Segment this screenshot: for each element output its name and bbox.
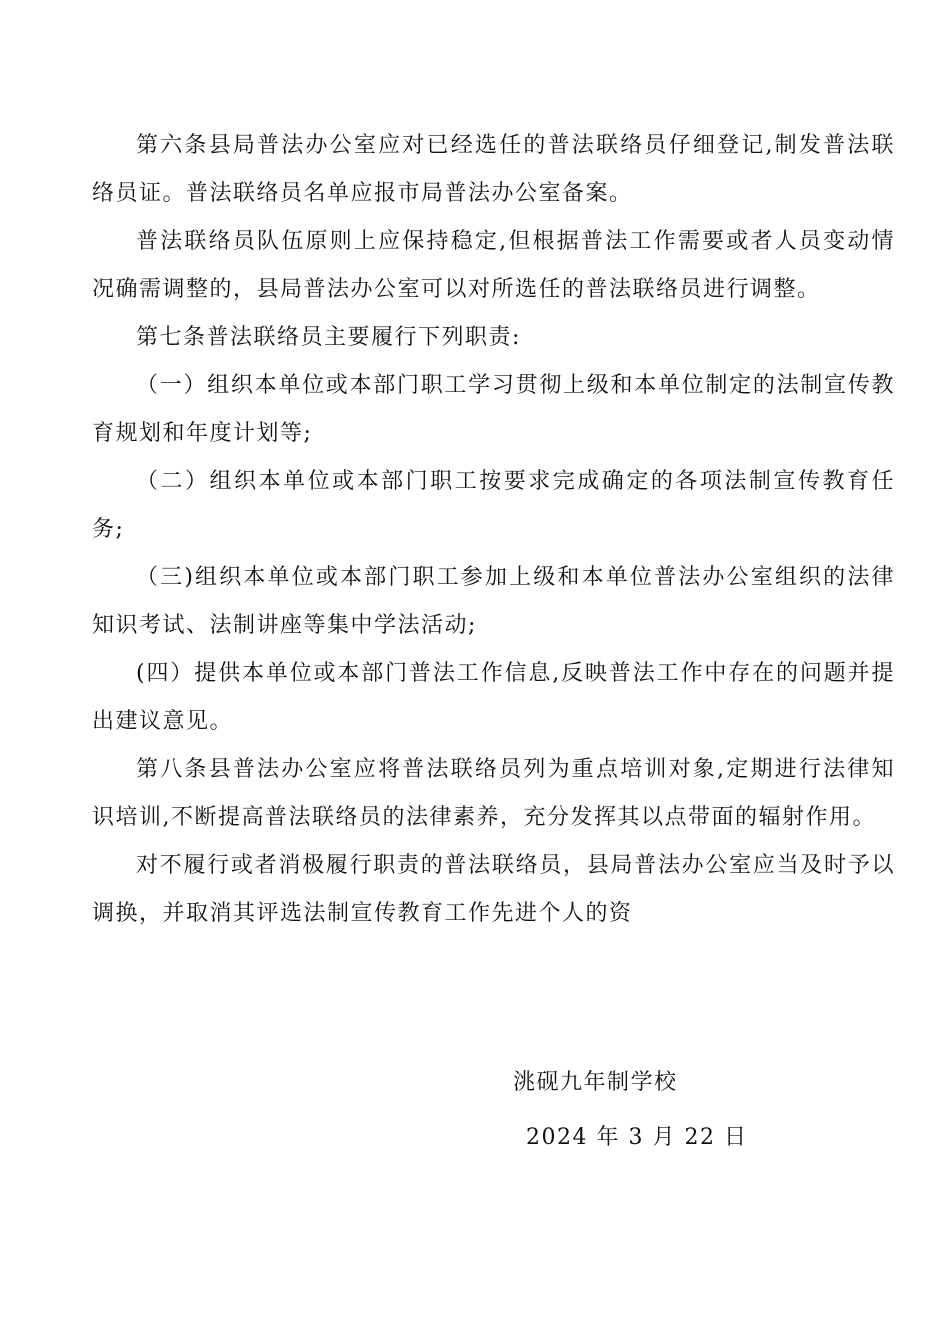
paragraph-duty-2: （二）组织本单位或本部门职工按要求完成确定的各项法制宣传教育任务; (92, 469, 895, 542)
paragraph-duty-3: （三)组织本单位或本部门职工参加上级和本单位普法办公室组织的法律知识考试、法制讲座等集中学法活动; (92, 565, 895, 638)
paragraph-replacement: 对不履行或者消极履行职责的普法联络员，县局普法办公室应当及时予以调换，并取消其评选法制宣传教育工作先进个人的资 (92, 853, 895, 926)
paragraph-team-stability: 普法联络员队伍原则上应保持稳定,但根据普法工作需要或者人员变动情况确需调整的，县局普法办公室可以对所选任的普法联络员进行调整。 (92, 229, 895, 302)
paragraph-article-6: 第六条县局普法办公室应对已经选任的普法联络员仔细登记,制发普法联络员证。普法联络员名单应报市局普法办公室备案。 (92, 133, 895, 206)
paragraph-article-8: 第八条县普法办公室应将普法联络员列为重点培训对象,定期进行法律知识培训,不断提高普法联络员的法律素养，充分发挥其以点带面的辐射作用。 (92, 757, 895, 830)
document-body (92, 122, 895, 938)
signature-date: 2024 年 3 月 22 日 (526, 1125, 748, 1150)
paragraph-duty-1: （一）组织本单位或本部门职工学习贯彻上级和本单位制定的法制宣传教育规划和年度计划等; (92, 373, 895, 446)
paragraph-article-7: 第七条普法联络员主要履行下列职责: (136, 325, 521, 350)
signature-organization: 洮砚九年制学校 (513, 1070, 678, 1095)
paragraph-duty-4: (四）提供本单位或本部门普法工作信息,反映普法工作中存在的问题并提出建议意见。 (92, 661, 895, 734)
